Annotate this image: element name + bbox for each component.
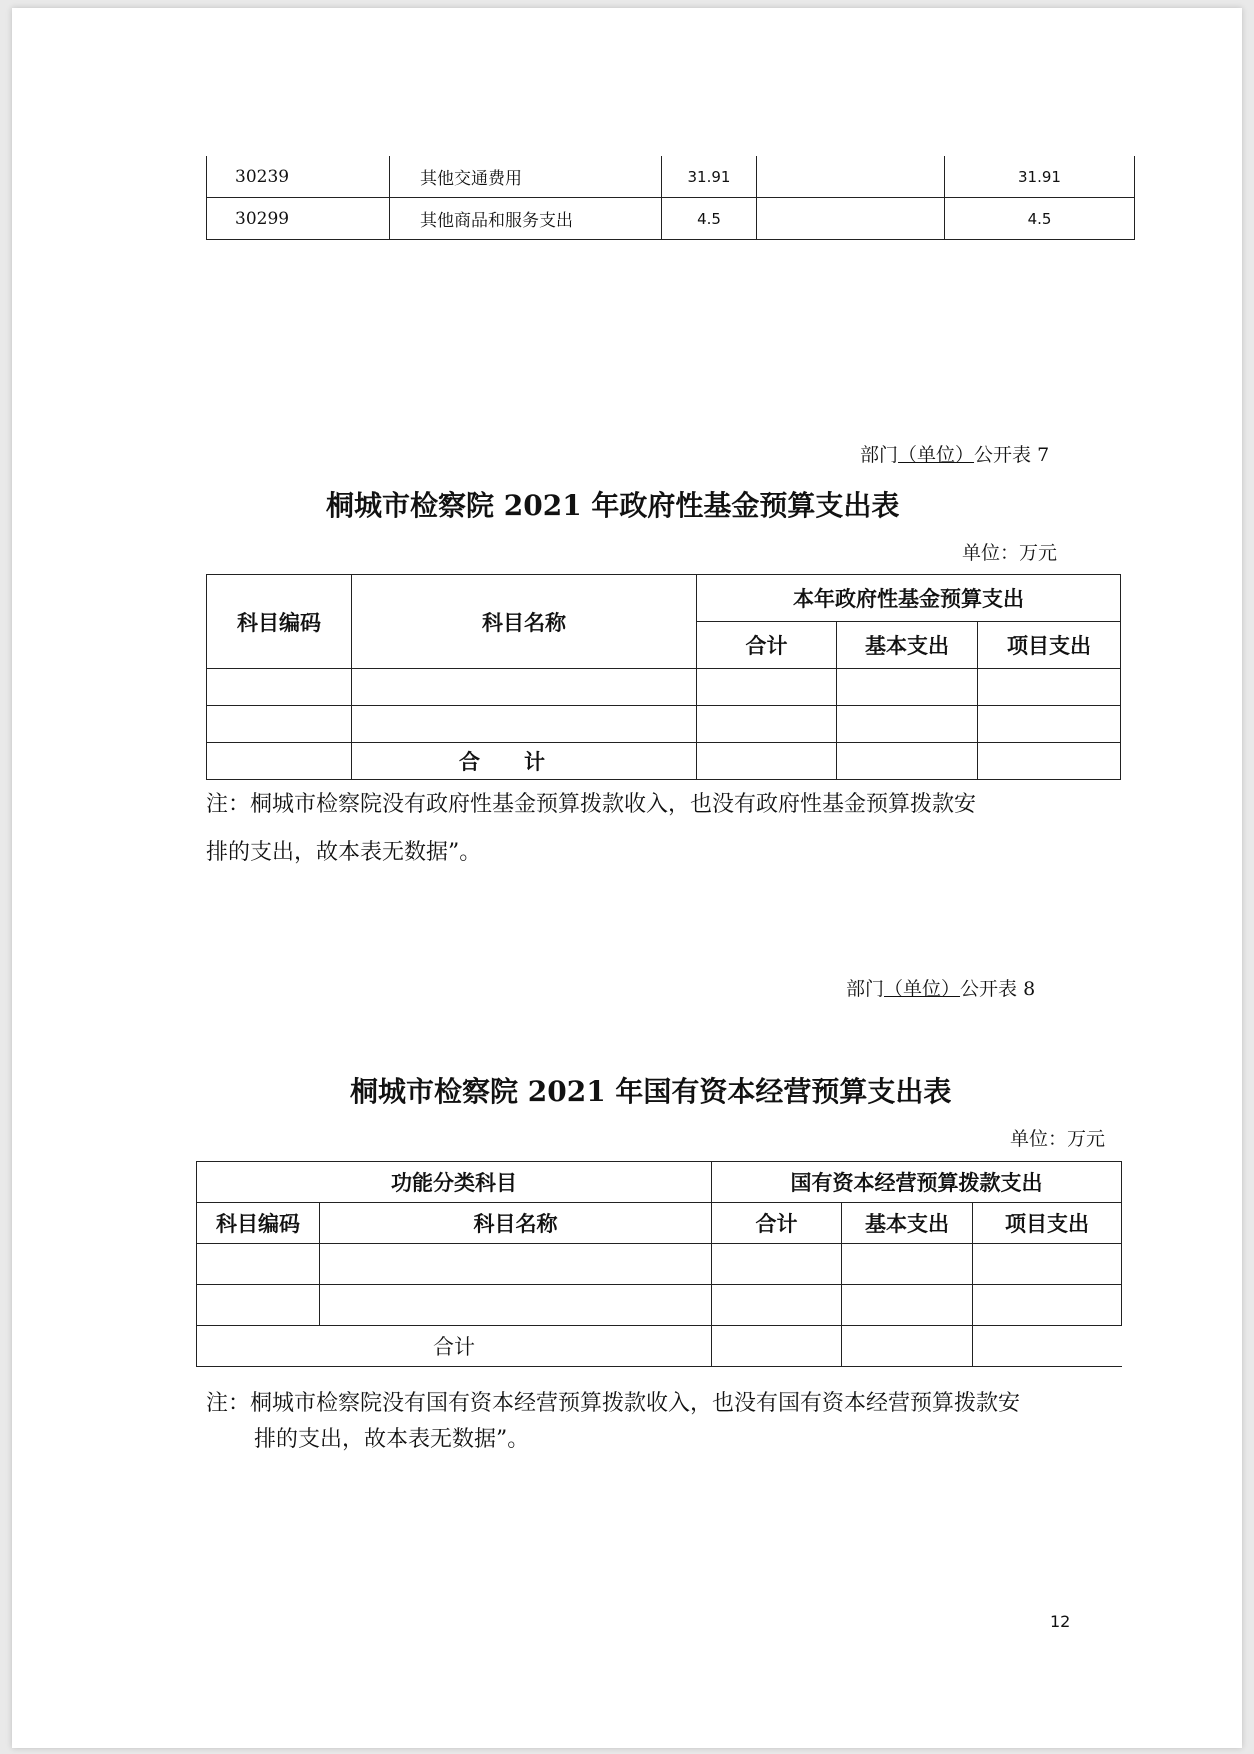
table-row bbox=[207, 198, 1135, 240]
table-row bbox=[207, 669, 1121, 706]
table-row bbox=[197, 1285, 1122, 1326]
header-row bbox=[197, 1203, 1122, 1244]
note-line: 排的支出，故本表无数据”。 bbox=[254, 1427, 530, 1452]
header-functional: 功能分类科目 bbox=[197, 1162, 712, 1203]
total-row bbox=[197, 1326, 1122, 1367]
total-value: 31.91 bbox=[662, 156, 757, 198]
header-total: 合计 bbox=[697, 622, 837, 669]
table8-reference bbox=[846, 974, 1035, 1001]
table-row bbox=[207, 156, 1135, 198]
project-value: 31.91 bbox=[945, 156, 1135, 198]
subject-code: 30239 bbox=[207, 156, 390, 198]
gov-fund-budget-table bbox=[206, 574, 1121, 780]
header-row bbox=[207, 575, 1121, 622]
ref-unit: （单位） bbox=[884, 978, 961, 1000]
header-row bbox=[197, 1162, 1122, 1203]
note-line: 注：桐城市检察院没有政府性基金预算拨款收入，也没有政府性基金预算拨款安 bbox=[206, 792, 977, 817]
ref-unit: （单位） bbox=[898, 444, 975, 466]
header-code: 科目编码 bbox=[197, 1203, 320, 1244]
table-row bbox=[197, 1244, 1122, 1285]
document-page bbox=[12, 8, 1242, 1748]
header-name: 科目名称 bbox=[352, 575, 697, 669]
header-code: 科目编码 bbox=[207, 575, 352, 669]
project-value: 4.5 bbox=[945, 198, 1135, 240]
table8-unit: 单位：万元 bbox=[1010, 1128, 1106, 1150]
ref-suffix: 公开表 8 bbox=[960, 978, 1036, 1000]
note-line: 注：桐城市检察院没有国有资本经营预算拨款收入，也没有国有资本经营预算拨款安 bbox=[206, 1391, 1021, 1416]
subject-name: 其他商品和服务支出 bbox=[390, 198, 662, 240]
header-total: 合计 bbox=[712, 1203, 842, 1244]
basic-value bbox=[757, 156, 945, 198]
table7-note bbox=[206, 781, 976, 877]
header-group: 本年政府性基金预算支出 bbox=[697, 575, 1121, 622]
table7-title: 桐城市检察院 2021 年政府性基金预算支出表 bbox=[326, 489, 900, 522]
table7-reference bbox=[860, 440, 1049, 467]
header-basic: 基本支出 bbox=[842, 1203, 973, 1244]
basic-value bbox=[757, 198, 945, 240]
note-line: 排的支出，故本表无数据”。 bbox=[206, 840, 482, 865]
subject-code: 30299 bbox=[207, 198, 390, 240]
ref-prefix: 部门 bbox=[846, 978, 885, 1000]
header-project: 项目支出 bbox=[978, 622, 1121, 669]
expense-continuation-table bbox=[206, 156, 1135, 240]
total-label: 合计 bbox=[459, 749, 589, 774]
subject-name: 其他交通费用 bbox=[390, 156, 662, 198]
total-row bbox=[207, 743, 1121, 780]
table8-note bbox=[206, 1386, 1020, 1458]
ref-prefix: 部门 bbox=[860, 444, 899, 466]
page-number: 12 bbox=[1050, 1612, 1071, 1631]
table7-unit: 单位：万元 bbox=[962, 542, 1058, 564]
total-label: 合计 bbox=[197, 1326, 712, 1367]
header-group: 国有资本经营预算拨款支出 bbox=[712, 1162, 1122, 1203]
header-name: 科目名称 bbox=[320, 1203, 712, 1244]
total-value: 4.5 bbox=[662, 198, 757, 240]
state-capital-budget-table bbox=[196, 1161, 1122, 1367]
table-row bbox=[207, 706, 1121, 743]
table8-title: 桐城市检察院 2021 年国有资本经营预算支出表 bbox=[350, 1075, 952, 1108]
ref-suffix: 公开表 7 bbox=[974, 444, 1050, 466]
header-basic: 基本支出 bbox=[837, 622, 978, 669]
header-project: 项目支出 bbox=[973, 1203, 1122, 1244]
